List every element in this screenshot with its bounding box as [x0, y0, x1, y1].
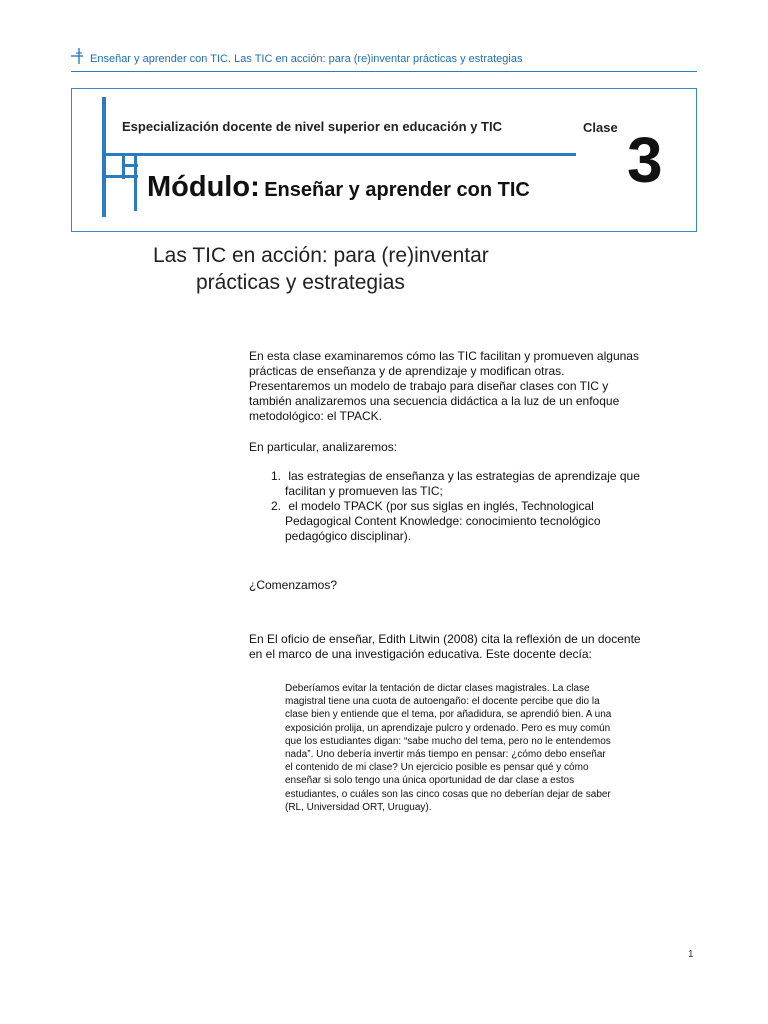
running-header: Enseñar y aprender con TIC. Las TIC en acción: para (re)inventar prácticas y estrategias	[90, 53, 523, 65]
objectives-list	[249, 469, 659, 544]
page-number: 1	[688, 949, 694, 960]
module-title: Enseñar y aprender con TIC	[264, 179, 530, 201]
intro-paragraph: En esta clase examinaremos cómo las TIC facilitan y promueven algunas prácticas de enseñanza y de aprendizaje y modifican otras. Presentaremos un modelo de trabajo para diseñar clases con TIC y también analizaremos una secuencia didáctica a la luz de un enfoque metodológico: el TPACK.	[249, 349, 639, 423]
list-number: 1.	[271, 469, 282, 483]
header-rule	[71, 71, 697, 72]
module-banner	[71, 88, 697, 232]
program-name: Especialización docente de nivel superior en educación y TIC	[122, 119, 503, 134]
header-logo-icon	[70, 47, 84, 65]
quote-block: Deberíamos evitar la tentación de dictar clases magistrales. La clase magistral tiene una cuota de autoengaño: el docente percibe que dio la clase bien y entiende que el tema, por añadidura, se aprendió bien. A una exposición prolija, un aprendizaje pulcro y ordenado. Pero es muy común que los estudiantes digan: “sabe mucho del tema, pero no le entendemos nada”. Uno debería invertir más tiempo en pensar: ¿cómo debo enseñar el contenido de mi clase? Un ejercicio posible es pensar qué y cómo enseñar si solo tengo una única oportunidad de dar clase a estos estudiantes, o cuáles son las cinco cosas que no deberían dejar de saber (RL, Universidad ORT, Uruguay).	[285, 683, 612, 813]
question-paragraph: ¿Comenzamos?	[249, 578, 338, 592]
module-label: Módulo:	[147, 171, 260, 203]
list-number: 2.	[271, 499, 282, 513]
list-text: las estrategias de enseñanza y las estrategias de aprendizaje que facilitan y promueven las TIC;	[285, 469, 640, 498]
module-line	[147, 171, 530, 204]
title-line-2: prácticas y estrategias	[196, 271, 405, 294]
class-number: 3	[627, 124, 663, 196]
page-title	[153, 242, 489, 296]
particular-paragraph: En particular, analizaremos:	[249, 440, 398, 454]
title-line-1: Las TIC en acción: para (re)inventar	[153, 244, 489, 267]
list-item	[249, 499, 659, 544]
litwin-paragraph: En El oficio de enseñar, Edith Litwin (2008) cita la reflexión de un docente en el marco de una investigación educativa. Este docente decía:	[249, 632, 641, 661]
list-item	[249, 469, 659, 499]
list-text: el modelo TPACK (por sus siglas en inglés, Technological Pedagogical Content Knowledge: conocimiento tecnológico pedagógico disciplinar).	[285, 499, 601, 543]
banner-graphic	[72, 89, 697, 232]
class-label: Clase	[583, 120, 618, 135]
